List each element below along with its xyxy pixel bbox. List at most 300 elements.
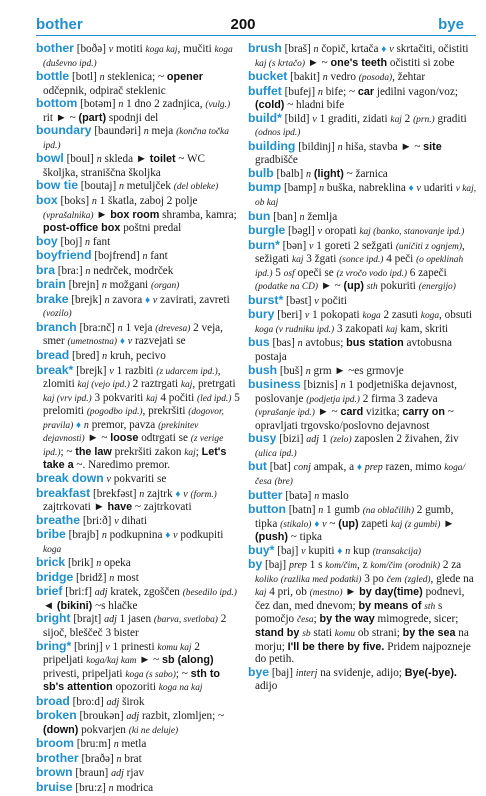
usage-note: (posoda) (358, 73, 393, 84)
definition-text: [batn] (285, 504, 319, 517)
definition-text: s pomočjo (255, 599, 443, 626)
dictionary-entry (36, 695, 242, 710)
phrase: one's teeth (330, 56, 388, 69)
definition-text: [brajb] (65, 529, 102, 542)
phrase: (part) (78, 111, 107, 124)
part-of-speech: n (305, 365, 311, 377)
usage-note: kaj (390, 114, 402, 125)
definition-text: ► (440, 517, 455, 530)
definition-text: rit ► ~ (43, 111, 79, 124)
definition-text: 2 gumb, tipka (255, 504, 454, 530)
part-of-speech: n (299, 211, 305, 223)
phrase: the law (75, 445, 112, 458)
definition-text: , pretrgati (192, 378, 236, 391)
usage-note: koliko (255, 574, 278, 585)
dictionary-entry (36, 124, 242, 152)
definition-text: [biznis] (300, 379, 341, 392)
definition-text: opozoriti (112, 681, 159, 694)
diamond-icon: ♦ (381, 44, 387, 55)
headword: bruise (36, 779, 73, 794)
definition-text: [bri:ð] (80, 514, 115, 527)
definition-text: 1 (319, 433, 331, 446)
definition-text: [boutaj] (77, 180, 119, 193)
dictionary-entry (248, 544, 478, 559)
definition-text: [broukən] (76, 710, 127, 723)
definition-text: 2 (401, 112, 414, 125)
definition-text: gradbišče (255, 154, 298, 167)
definition-text: 1 jasen (116, 613, 154, 626)
headword: bridge (36, 569, 74, 584)
usage-note: (o opeklinah ipd.) (255, 255, 464, 279)
definition-text: 1 prinesti (109, 640, 158, 653)
part-of-speech: n (142, 251, 148, 263)
part-of-speech: v (317, 226, 323, 238)
phrase: (bikini) (56, 599, 93, 612)
phrase: carry on (402, 406, 445, 419)
dictionary-entry (36, 528, 242, 556)
phrase: sth to sb's attention (43, 667, 221, 694)
headword: breakfast (36, 485, 91, 500)
usage-note: koga/kaj kam (86, 656, 137, 667)
usage-note: kaj (184, 447, 196, 458)
dictionary-entry (36, 737, 242, 752)
usage-note: kom/čim (325, 561, 358, 572)
definition-text: nedrček, modrček (90, 264, 174, 277)
dictionary-entry (248, 364, 478, 379)
headword: burst* (248, 292, 284, 307)
definition-text: premor, pavza (88, 418, 159, 431)
definition-text: pokvarjen (78, 723, 129, 736)
headword: buffet (248, 83, 282, 98)
usage-note: koga (v rudniku ipd.) (255, 324, 335, 335)
definition-text: [ban] (270, 210, 300, 223)
definition-text: [brejk] (73, 364, 110, 377)
usage-note: (stikalo) (280, 519, 312, 530)
dictionary-entry (248, 378, 478, 432)
header-rule (36, 35, 476, 36)
definition-text: buška, nabreklina (324, 182, 409, 195)
definition-text: 1 razbiti (113, 364, 157, 377)
definition-text: metuljček (124, 180, 174, 193)
part-of-speech: n (85, 236, 91, 248)
headword: brake (36, 291, 69, 306)
part-of-speech: n (99, 72, 105, 84)
definition-text: [boj] (57, 235, 86, 248)
part-of-speech: n (101, 530, 107, 542)
usage-note: kaj (291, 255, 304, 266)
usage-note: kaj (banko, stanovanje ipd.) (359, 227, 465, 238)
definition-text: vizitka; (363, 406, 403, 419)
phrase: (push) (255, 531, 288, 544)
definition-text: odčepnik, odpirač steklenic (43, 84, 166, 97)
definition-text: [botəm] (77, 98, 119, 111)
definition-text: 1 škatla, zaboj 2 polje (96, 195, 198, 208)
part-of-speech: v (114, 515, 119, 527)
definition-text: [bojfrend] (91, 250, 143, 263)
definition-text: [baundəri] (91, 125, 144, 138)
diamond-icon: ♦ (119, 336, 125, 348)
definition-text: ► ~ (136, 654, 162, 667)
definition-text: podnevi, čez dan, med dnevom; (255, 586, 465, 612)
definition-text: zapeti (358, 517, 391, 530)
usage-note: koga (s sabo) (125, 669, 176, 680)
usage-note: (ki ne deluje) (128, 725, 179, 736)
definition-text: 1 pokopati (309, 309, 363, 322)
page-number: 200 (230, 16, 256, 33)
part-of-speech: v (108, 44, 114, 55)
definition-text: ~ zajtrkovati (132, 501, 192, 514)
page-header (0, 0, 486, 34)
dictionary-entry (36, 556, 242, 571)
definition-text: ► ~ (314, 406, 341, 419)
part-of-speech: n (118, 99, 124, 111)
definition-text: [bri:f] (62, 586, 95, 599)
headword: brick (36, 555, 66, 570)
dictionary-entry (248, 210, 478, 225)
dictionary-entry (248, 558, 478, 665)
usage-note: (energijo) (418, 282, 456, 293)
part-of-speech: n (96, 154, 102, 166)
definition-text: zavirati, zavreti (157, 293, 230, 306)
part-of-speech: adj (104, 614, 117, 626)
definition-text: ~s hlačke (92, 599, 138, 612)
headword: burn* (248, 237, 280, 252)
definition-text: [beri] (274, 309, 305, 322)
part-of-speech: n (119, 181, 124, 193)
part-of-speech: n (109, 572, 115, 584)
part-of-speech: v (322, 518, 327, 530)
headword: break down (36, 470, 104, 485)
usage-note: (led ipd.) (197, 393, 232, 404)
definition-text: modrica (113, 781, 154, 794)
definition-text: skleda ► (101, 153, 150, 166)
definition-text: [bakit] (287, 71, 323, 84)
phrase: by the way (319, 613, 375, 626)
dictionary-entry (248, 503, 478, 544)
headword: broad (36, 693, 70, 708)
dictionary-entry (36, 264, 242, 279)
definition-text: 6 zapeči (407, 266, 447, 279)
header-first-word: bother (36, 16, 83, 33)
definition-text: mimogrede, sicer; (374, 613, 459, 626)
part-of-speech: v (389, 44, 394, 55)
definition-text: hiša, stavba ► ~ (342, 140, 424, 153)
dictionary-entry (248, 308, 478, 336)
headword: boundary (36, 123, 92, 138)
headword: business (248, 377, 301, 392)
headword: butter (248, 487, 283, 502)
definition-text: , mučiti (177, 43, 215, 55)
definition-text: , glede na (430, 572, 474, 585)
part-of-speech: n (313, 44, 319, 55)
diamond-icon: ♦ (165, 530, 171, 542)
headword: boy (36, 233, 58, 248)
definition-text: [bən] (279, 239, 310, 252)
usage-note: v kaj, ob kaj (255, 184, 477, 209)
usage-note: koga/česa (255, 463, 466, 487)
headword: bottom (36, 96, 78, 111)
part-of-speech: n (101, 280, 107, 292)
definition-text: vedro (327, 71, 359, 84)
headword: boyfriend (36, 248, 92, 263)
headword: bucket (248, 69, 288, 84)
usage-note: (zgled) (404, 574, 431, 585)
headword: bring* (36, 638, 72, 653)
definition-text: 1 s (306, 559, 326, 572)
phrase: car (357, 85, 375, 98)
phrase: (up) (343, 280, 364, 293)
usage-note: (besedilo ipd.) (182, 588, 237, 599)
usage-note: (na oblačilih) (362, 506, 414, 517)
definition-text: 2 sijoč, bleščeč 3 bister (43, 613, 227, 639)
definition-text: 2 firma 3 zadeva (359, 392, 438, 405)
definition-text: ~ tipka (287, 531, 323, 544)
diamond-icon: ♦ (314, 518, 320, 530)
definition-text: ; ~ (175, 667, 191, 680)
headword: building (248, 138, 296, 153)
definition-text: [bru:m] (73, 738, 114, 751)
dictionary-entry (248, 489, 478, 504)
part-of-speech: v (106, 473, 111, 485)
diamond-icon: ♦ (76, 419, 82, 431)
definition-text: razbit, zlomljen; ~ (139, 710, 225, 723)
usage-note: (končna točka ipd.) (43, 127, 229, 151)
dictionary-entry (36, 235, 242, 250)
usage-note: (prn.) (413, 114, 435, 125)
definition-text: ► ~ (318, 280, 344, 293)
dictionary-entry (248, 336, 478, 363)
headword: burgle (248, 223, 286, 238)
definition-text: [bildinj] (295, 140, 338, 153)
definition-text: oropati (322, 225, 360, 238)
dictionary-entry (36, 472, 242, 487)
dictionary-entry (36, 585, 242, 612)
definition-text: 3 pokvariti (91, 391, 147, 404)
dictionary-entry (36, 152, 242, 179)
definition-text: kup (350, 544, 373, 557)
headword: bye (248, 664, 270, 679)
usage-note: komu (334, 628, 356, 639)
phrase: stand by (255, 626, 300, 639)
usage-note: (sonce ipd.) (339, 255, 384, 266)
definition-text: ► ~ (304, 56, 331, 69)
usage-note: koga kaj (145, 45, 178, 55)
headword: box (36, 193, 58, 208)
part-of-speech: v (183, 488, 188, 500)
headword: bribe (36, 527, 66, 542)
dictionary-entry (248, 294, 478, 309)
dictionary-entry (36, 179, 242, 194)
definition-text: [brajt] (70, 613, 105, 626)
definition-text: očistiti si zobe (387, 56, 455, 69)
dictionary-entry (36, 278, 242, 293)
part-of-speech: n (108, 782, 114, 794)
dictionary-entry (248, 140, 478, 167)
dictionary-entry (248, 167, 478, 182)
part-of-speech: prep (364, 462, 383, 474)
part-of-speech: n (117, 322, 123, 334)
definition-text: fant (147, 250, 168, 263)
headword: bury (248, 307, 275, 322)
definition-text: rjav (123, 767, 145, 780)
definition-text: 2 pripeljati (43, 640, 200, 667)
headword: bun (248, 208, 271, 223)
phrase: box room (110, 208, 160, 221)
definition-text: [bred] (69, 350, 103, 363)
definition-text: ~ (326, 517, 339, 530)
usage-note: čem (386, 574, 402, 585)
usage-note: kaj (vejo ipd.) (77, 380, 130, 391)
definition-text: skrtačiti, očistiti (393, 43, 469, 55)
headword: bottle (36, 69, 70, 84)
usage-note: sb (302, 628, 311, 639)
definition-text: pokuriti (377, 280, 419, 293)
dictionary-entry (248, 239, 478, 294)
definition-text: [bas] (269, 337, 298, 350)
headword: by (248, 557, 263, 572)
dictionary-entry (248, 460, 478, 488)
definition-text: ◄ (43, 599, 57, 612)
usage-note: (mestno) (309, 588, 343, 599)
left-column (36, 42, 242, 796)
headword: brain (36, 277, 66, 292)
part-of-speech: v (314, 295, 319, 307)
definition-text: [baj] (262, 559, 289, 572)
definition-text: ~. Naredimo premor. (73, 459, 171, 472)
phrase: (down) (43, 723, 79, 736)
definition-text: 4 pri, ob (266, 586, 310, 599)
usage-note: (transakcija) (372, 546, 422, 557)
headword: brush (248, 41, 282, 55)
dictionary-entry (36, 709, 242, 737)
phrase: card (340, 406, 364, 419)
definition-text: shramba, kamra; (159, 208, 237, 221)
definition-text: 1 podjetniška dejavnost, poslovanje (255, 379, 457, 405)
definition-text: ; (195, 445, 202, 458)
phrase: bus station (346, 337, 404, 350)
usage-note: kaj (vrv ipd.) (43, 393, 92, 404)
dictionary-entry (36, 571, 242, 586)
definition-text: [bra:] (54, 264, 86, 277)
part-of-speech: n (96, 558, 102, 570)
diamond-icon: ♦ (356, 462, 362, 474)
definition-text: [baj] (269, 666, 296, 679)
usage-note: (razlika med podatki) (280, 574, 362, 585)
headword: break* (36, 362, 74, 377)
definition-text: 3 po (361, 572, 387, 585)
phrase: by means of (358, 599, 422, 612)
dictionary-entry (36, 97, 242, 124)
usage-note: (del obleke) (173, 182, 219, 193)
definition-text: [brejn] (65, 279, 102, 292)
definition-text: [braun] (72, 767, 112, 780)
phrase: (cold) (255, 99, 285, 112)
definition-text: [boul] (63, 153, 97, 166)
part-of-speech: n (85, 265, 91, 277)
definition-text: 2 zasuti (380, 309, 421, 322)
phrase: opener (166, 71, 203, 84)
definition-text: avtobusna postaja (255, 337, 452, 364)
dictionary-entry (248, 42, 478, 70)
part-of-speech: prep (288, 560, 307, 572)
part-of-speech: n (297, 338, 303, 350)
phrase: Let's take a (43, 445, 227, 472)
part-of-speech: n (104, 294, 110, 306)
definition-text: grm ► ~es grmovje (310, 364, 404, 377)
headword: but (248, 459, 267, 474)
headword: bush (248, 362, 278, 377)
part-of-speech: n (306, 168, 312, 180)
part-of-speech: n (317, 86, 323, 98)
part-of-speech: n (314, 490, 320, 502)
definition-text: opeka (101, 557, 131, 570)
definition-text: ► (93, 208, 111, 221)
usage-note: sth (424, 601, 436, 612)
definition-text: [bild] (281, 112, 313, 125)
part-of-speech: conj (293, 462, 311, 474)
usage-note: (form.) (190, 489, 217, 500)
headword: broken (36, 708, 77, 723)
definition-text: 4 peči (383, 253, 417, 266)
headword: bread (36, 348, 70, 363)
definition-text: počiti (318, 294, 348, 307)
definition-text: 1 graditi, zidati (316, 112, 391, 125)
usage-note: (podjetja ipd.) (306, 394, 360, 405)
definition-text: [bra:nč] (76, 321, 118, 334)
definition-text: 3 žgati (303, 253, 340, 266)
headword: bow tie (36, 178, 78, 193)
phrase: toilet (149, 153, 176, 166)
definition-text: ~ opravljati trgovsko/poslovno dejavnost (255, 406, 454, 432)
usage-note: komu kaj (157, 642, 192, 653)
definition-text: razvejati se (132, 335, 186, 348)
definition-text: , prekršiti (142, 405, 189, 418)
usage-note: kaj (255, 588, 267, 599)
definition-text: [boðə] (73, 43, 109, 55)
definition-text: [boks] (57, 195, 92, 208)
definition-text: [bridž] (73, 571, 110, 584)
definition-text: dihati (118, 514, 147, 527)
part-of-speech: n (113, 739, 119, 751)
usage-note: (vprašanje ipd.) (255, 408, 315, 419)
usage-note: koga (420, 311, 440, 322)
dictionary-entry (36, 781, 242, 796)
part-of-speech: adj (111, 768, 124, 780)
definition-text: bife; ~ (322, 85, 358, 98)
part-of-speech: n (345, 545, 351, 557)
usage-note: (organ) (150, 281, 180, 292)
definition-text: poštni predal (120, 222, 182, 235)
usage-note: koga (duševno ipd.) (43, 45, 233, 69)
diamond-icon: ♦ (144, 294, 151, 306)
headword: bus (248, 335, 270, 350)
definition-text: , sežigati (255, 239, 465, 266)
definition-text: brat (121, 752, 142, 765)
headword: brown (36, 765, 73, 780)
headword: buy* (248, 542, 275, 557)
part-of-speech: interj (295, 667, 318, 679)
usage-note: (z verige ipd.) (43, 434, 224, 458)
definition-text: kupiti (305, 544, 338, 557)
definition-text: graditi (434, 112, 467, 125)
definition-text: podkupnina (106, 529, 166, 542)
definition-text: ~ hladni bife (284, 99, 345, 112)
definition-text: ; ~ (60, 445, 76, 458)
header-last-word: bye (438, 16, 464, 33)
definition-text: kruh, pecivo (107, 350, 166, 363)
dictionary-entry (36, 640, 242, 695)
part-of-speech: n (83, 419, 89, 431)
